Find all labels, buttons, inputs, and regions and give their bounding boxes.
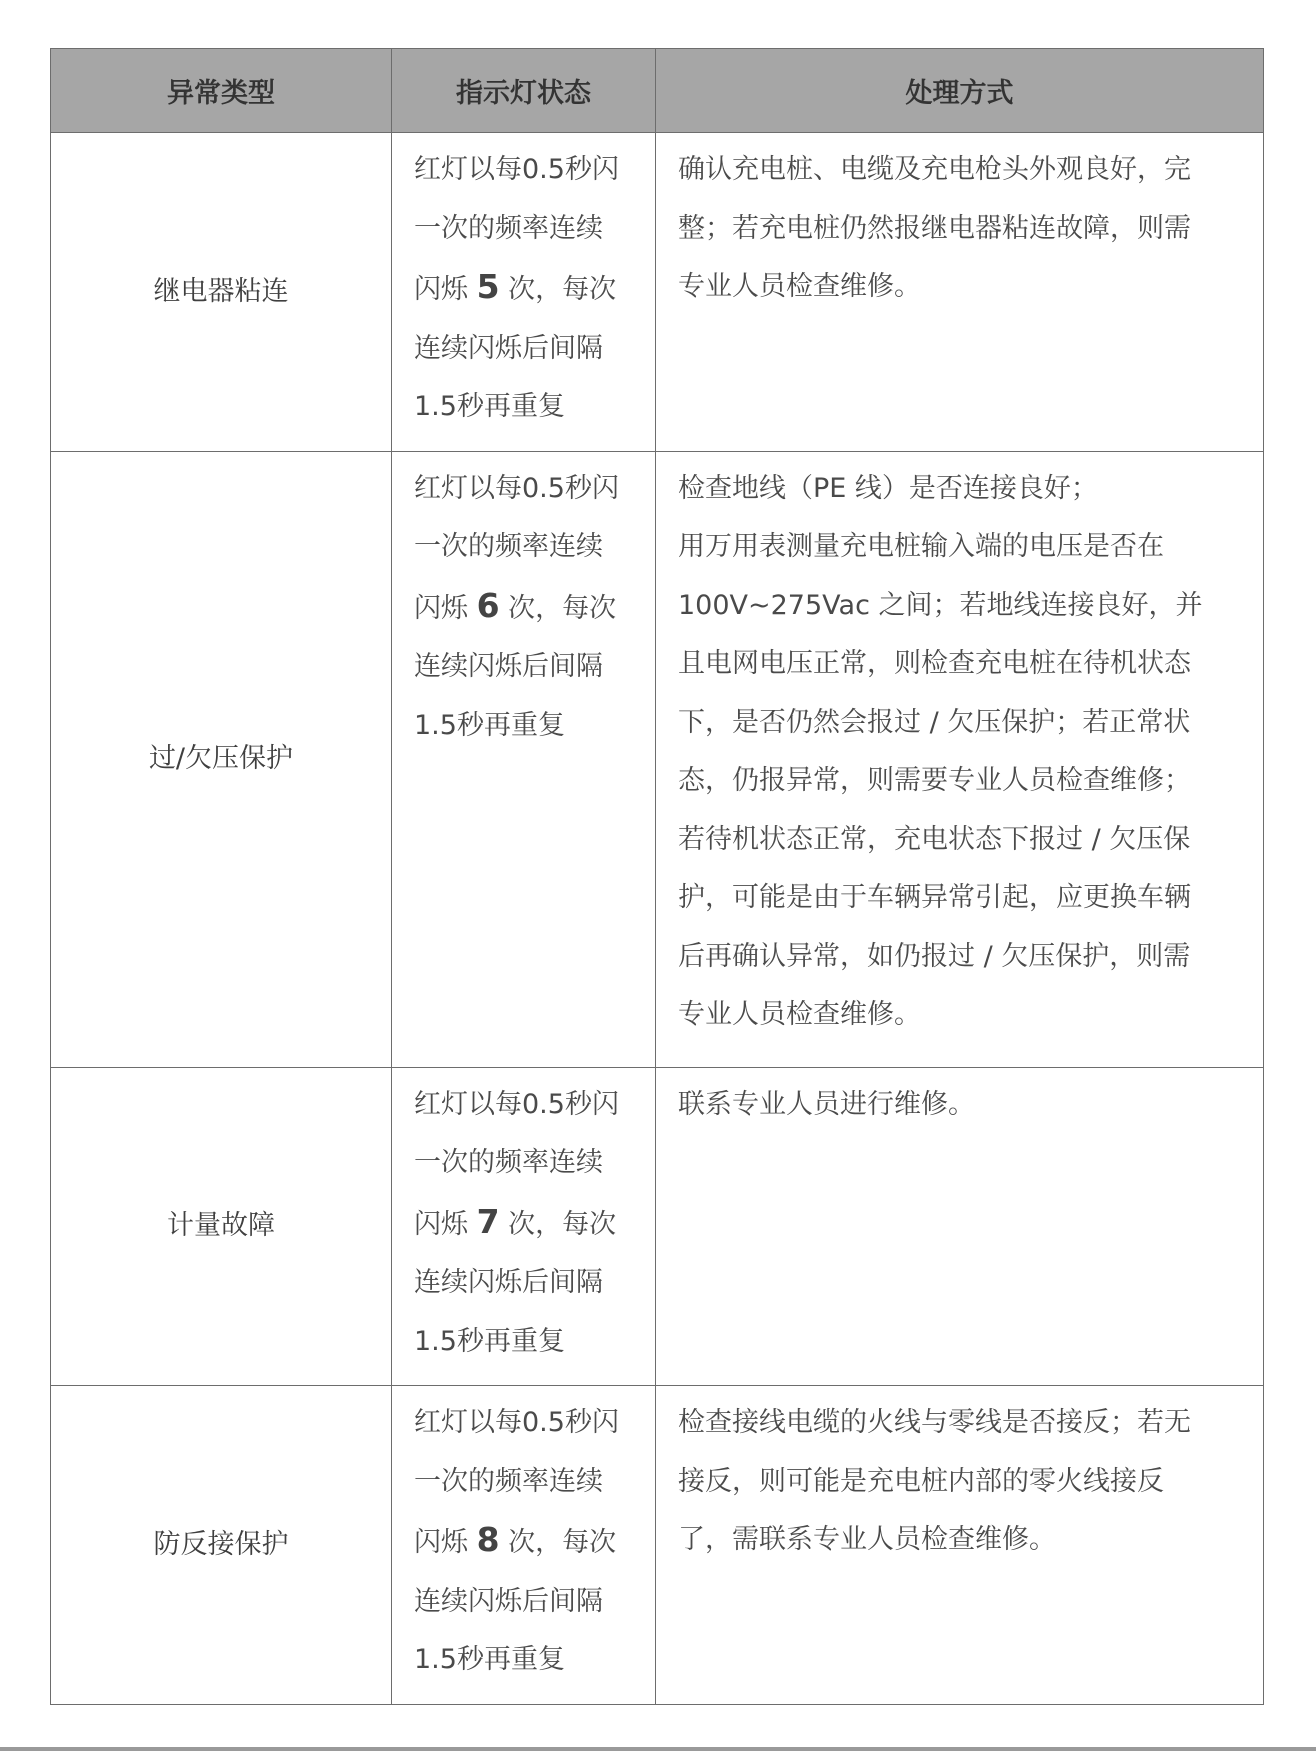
indicator-text: 闪烁	[414, 1527, 477, 1558]
action-line: 用万用表测量充电桩输入端的电压是否在	[678, 531, 1164, 562]
indicator-line: 1.5秒再重复	[414, 1325, 565, 1357]
header-indicator-status: 指示灯状态	[392, 49, 656, 133]
indicator-text: 次，每次	[499, 274, 617, 305]
handling-method-cell	[656, 1386, 1264, 1705]
indicator-line: 一次的频率连续	[414, 1147, 603, 1178]
indicator-text: 闪烁	[414, 592, 477, 624]
action-line: 若待机状态正常，充电状态下报过 / 欠压保	[678, 823, 1191, 855]
indicator-line: 红灯以每0.5秒闪	[414, 154, 619, 185]
flash-count: 6	[476, 585, 500, 625]
action-line: 后再确认异常，如仍报过 / 欠压保护，则需	[678, 940, 1191, 972]
indicator-line	[414, 577, 639, 639]
flash-count: 8	[476, 1520, 500, 1559]
indicator-line: 1.5秒再重复	[414, 391, 565, 422]
indicator-line	[414, 1193, 639, 1255]
flash-count: 5	[476, 267, 500, 306]
indicator-line: 红灯以每0.5秒闪	[414, 472, 619, 504]
indicator-status-cell	[392, 1386, 656, 1705]
table-header-row	[51, 49, 1264, 133]
table-row	[51, 133, 1264, 452]
indicator-line: 1.5秒再重复	[414, 709, 565, 741]
handling-method-cell	[656, 133, 1264, 452]
indicator-status-cell	[392, 1067, 656, 1386]
indicator-line: 红灯以每0.5秒闪	[414, 1407, 619, 1438]
action-line: 检查地线（PE 线）是否连接良好；	[678, 472, 1098, 504]
indicator-line: 红灯以每0.5秒闪	[414, 1088, 619, 1120]
action-line: 下，是否仍然会报过 / 欠压保护；若正常状	[678, 706, 1191, 738]
action-line: 检查接线电缆的火线与零线是否接反；若无	[678, 1407, 1191, 1438]
table-row	[51, 1067, 1264, 1386]
page-bottom-divider	[0, 1747, 1316, 1751]
troubleshooting-table-container	[50, 48, 1263, 1705]
table-row	[51, 451, 1264, 1067]
indicator-status-cell	[392, 451, 656, 1067]
action-line: 接反，则可能是充电桩内部的零火线接反	[678, 1465, 1164, 1497]
indicator-line: 1.5秒再重复	[414, 1644, 565, 1675]
indicator-line: 连续闪烁后间隔	[414, 1267, 603, 1298]
table-row	[51, 1386, 1264, 1705]
troubleshooting-table	[50, 48, 1264, 1705]
indicator-text: 次，每次	[499, 1208, 617, 1240]
indicator-line	[414, 1511, 639, 1573]
action-line: 护，可能是由于车辆异常引起，应更换车辆	[678, 882, 1191, 913]
action-line: 联系专业人员进行维修。	[678, 1088, 975, 1120]
header-fault-type: 异常类型	[51, 49, 392, 133]
indicator-text: 次，每次	[499, 592, 617, 624]
fault-type-cell: 防反接保护	[51, 1386, 392, 1705]
fault-type-cell: 过/欠压保护	[51, 451, 392, 1067]
handling-method-cell	[656, 451, 1264, 1067]
indicator-line: 连续闪烁后间隔	[414, 651, 603, 682]
action-line: 专业人员检查维修。	[678, 999, 921, 1030]
action-line: 且电网电压正常，则检查充电桩在待机状态	[678, 648, 1191, 679]
fault-type-cell: 继电器粘连	[51, 133, 392, 452]
indicator-line: 一次的频率连续	[414, 531, 603, 562]
action-line: 了，需联系专业人员检查维修。	[678, 1524, 1056, 1555]
header-handling-method: 处理方式	[656, 49, 1264, 133]
indicator-text: 闪烁	[414, 1208, 477, 1240]
fault-type-cell: 计量故障	[51, 1067, 392, 1386]
indicator-line: 连续闪烁后间隔	[414, 1585, 603, 1617]
indicator-line: 一次的频率连续	[414, 1465, 603, 1497]
action-line: 专业人员检查维修。	[678, 271, 921, 302]
action-line: 整；若充电桩仍然报继电器粘连故障，则需	[678, 212, 1191, 244]
action-line: 确认充电桩、电缆及充电枪头外观良好，完	[678, 154, 1191, 185]
indicator-text: 次，每次	[499, 1527, 617, 1558]
action-line: 100V~275Vac 之间；若地线连接良好，并	[678, 589, 1203, 621]
indicator-line: 一次的频率连续	[414, 212, 603, 244]
action-line: 态，仍报异常，则需要专业人员检查维修；	[678, 765, 1191, 796]
flash-count: 7	[476, 1201, 500, 1241]
handling-method-cell	[656, 1067, 1264, 1386]
indicator-line: 连续闪烁后间隔	[414, 332, 603, 364]
indicator-text: 闪烁	[414, 274, 477, 305]
indicator-status-cell	[392, 133, 656, 452]
indicator-line	[414, 258, 639, 320]
